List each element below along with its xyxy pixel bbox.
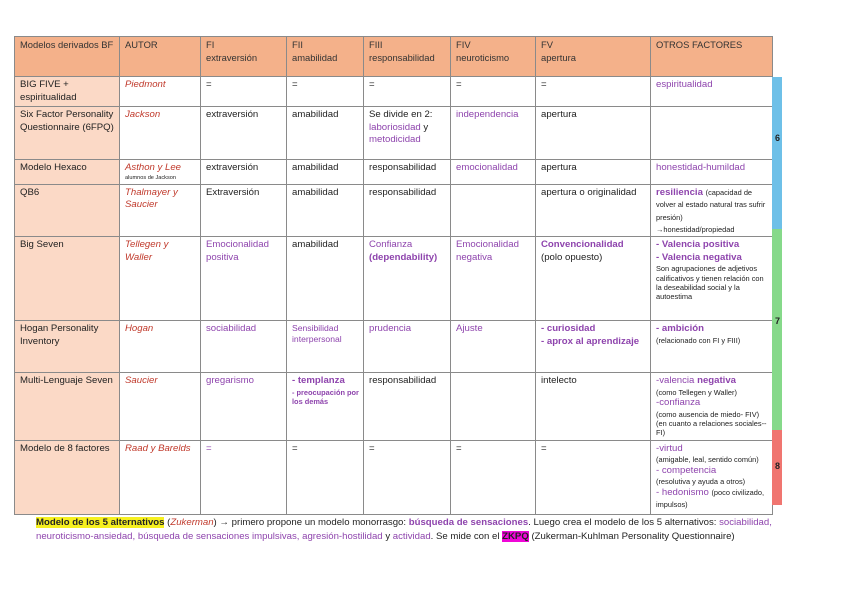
fii-cell: amabilidad: [287, 107, 364, 160]
fii-cell: - templanza - preocupación por los demás: [287, 372, 364, 440]
fv-cell: =: [536, 440, 651, 514]
fi-cell: extraversión: [201, 107, 287, 160]
fii-cell: amabilidad: [287, 236, 364, 320]
model-cell: Hogan Personality Inventory: [15, 320, 120, 372]
table-row: [15, 107, 773, 160]
model-cell: BIG FIVE + espiritualidad: [15, 77, 120, 107]
fii-cell: =: [287, 440, 364, 514]
fiv-cell: [451, 184, 536, 236]
group-label-8: 8: [775, 461, 781, 471]
fii-cell: Sensibilidad interpersonal: [287, 320, 364, 372]
fiv-cell: emocionalidad: [451, 160, 536, 185]
otros-cell: -virtud (amigable, leal, sentido común) - competencia (resolutiva y ayuda a otros) - hedonismo (poco civilizado, impulsos): [651, 440, 773, 514]
fv-cell: intelecto: [536, 372, 651, 440]
header-otros: OTROS FACTORES: [651, 37, 773, 77]
fiii-cell: responsabilidad: [364, 160, 451, 185]
fi-cell: =: [201, 440, 287, 514]
fiii-cell: Confianza (dependability): [364, 236, 451, 320]
fi-cell: =: [201, 77, 287, 107]
group-bar-6: [772, 77, 782, 229]
fiv-cell: [451, 372, 536, 440]
footer-note: Modelo de los 5 alternativos (Zukerman) → primero propone un modelo monorrasgo: búsqueda de sensaciones. Luego crea el modelo de los 5 alternativos: sociabilidad, neuroticismo-ansiedad, búsqueda de sensaciones impulsivas, agresión-hostilidad y actividad. Se mide con el ZKPQ (Zukerman-Kuhlman Personality Questionnaire): [36, 517, 772, 542]
fv-cell: Convencionalidad (polo opuesto): [536, 236, 651, 320]
header-fiv: FIV neuroticismo: [451, 37, 536, 77]
fv-cell: apertura o originalidad: [536, 184, 651, 236]
model-cell: Six Factor Personality Questionnaire (6FPQ): [15, 107, 120, 160]
header-author: AUTOR: [120, 37, 201, 77]
author-cell: Hogan: [120, 320, 201, 372]
fiii-cell: =: [364, 77, 451, 107]
header-fiii: FIII responsabilidad: [364, 37, 451, 77]
table-row: [15, 440, 773, 514]
fiii-cell: responsabilidad: [364, 184, 451, 236]
table-row: [15, 236, 773, 320]
fv-cell: apertura: [536, 160, 651, 185]
fi-cell: sociabilidad: [201, 320, 287, 372]
table-row: [15, 184, 773, 236]
header-fi: FI extraversión: [201, 37, 287, 77]
author-note: alumnos de Jackson: [125, 174, 176, 181]
author-cell: Saucier: [120, 372, 201, 440]
fi-cell: gregarismo: [201, 372, 287, 440]
otros-cell: espiritualidad: [651, 77, 773, 107]
table-row: [15, 320, 773, 372]
otros-cell: -valencia negativa (como Tellegen y Waller) -confianza (como ausencia de miedo- FIV) (en cuanto a relaciones sociales--FI): [651, 372, 773, 440]
fiv-cell: =: [451, 77, 536, 107]
fi-cell: Extraversión: [201, 184, 287, 236]
fii-cell: =: [287, 77, 364, 107]
table-row: [15, 372, 773, 440]
fiii-cell: Se divide en 2: laboriosidad y metodicidad: [364, 107, 451, 160]
author-cell: Jackson: [120, 107, 201, 160]
fiv-cell: independencia: [451, 107, 536, 160]
model-cell: Big Seven: [15, 236, 120, 320]
models-table: [14, 36, 773, 515]
author-cell: Asthon y Lee alumnos de Jackson: [120, 160, 201, 185]
group-label-7: 7: [775, 316, 781, 326]
otros-cell: - ambición (relacionado con FI y FIII): [651, 320, 773, 372]
fiv-cell: Ajuste: [451, 320, 536, 372]
model-cell: QB6: [15, 184, 120, 236]
header-fii: FII amabilidad: [287, 37, 364, 77]
group-label-6: 6: [775, 133, 781, 143]
group-bar-7: [772, 229, 782, 430]
fii-cell: amabilidad: [287, 160, 364, 185]
model-cell: Modelo de 8 factores: [15, 440, 120, 514]
author-cell: Thalmayer y Saucier: [120, 184, 201, 236]
table-row: [15, 160, 773, 185]
fiii-cell: prudencia: [364, 320, 451, 372]
fv-cell: =: [536, 77, 651, 107]
fiii-cell: =: [364, 440, 451, 514]
model-cell: Modelo Hexaco: [15, 160, 120, 185]
otros-cell: - Valencia positiva - Valencia negativa Son agrupaciones de adjetivos calificativos y tienen relación con la deseabilidad social y la autoestima: [651, 236, 773, 320]
otros-cell: [651, 107, 773, 160]
author-cell: Raad y Barelds: [120, 440, 201, 514]
fiv-cell: Emocionalidad negativa: [451, 236, 536, 320]
table-row: [15, 77, 773, 107]
header-fv: FV apertura: [536, 37, 651, 77]
fi-cell: Emocionalidad positiva: [201, 236, 287, 320]
fii-cell: amabilidad: [287, 184, 364, 236]
author-cell: Piedmont: [120, 77, 201, 107]
fi-cell: extraversión: [201, 160, 287, 185]
header-models: Modelos derivados BF: [15, 37, 120, 77]
otros-cell: honestidad-humildad: [651, 160, 773, 185]
fiii-cell: responsabilidad: [364, 372, 451, 440]
header-row: [15, 37, 773, 77]
fiv-cell: =: [451, 440, 536, 514]
otros-cell: resiliencia (capacidad de volver al estado natural tras sufrir presión) →honestidad/propiedad: [651, 184, 773, 236]
fv-cell: - curiosidad - aprox al aprendizaje: [536, 320, 651, 372]
model-cell: Multi-Lenguaje Seven: [15, 372, 120, 440]
fv-cell: apertura: [536, 107, 651, 160]
author-cell: Tellegen y Waller: [120, 236, 201, 320]
